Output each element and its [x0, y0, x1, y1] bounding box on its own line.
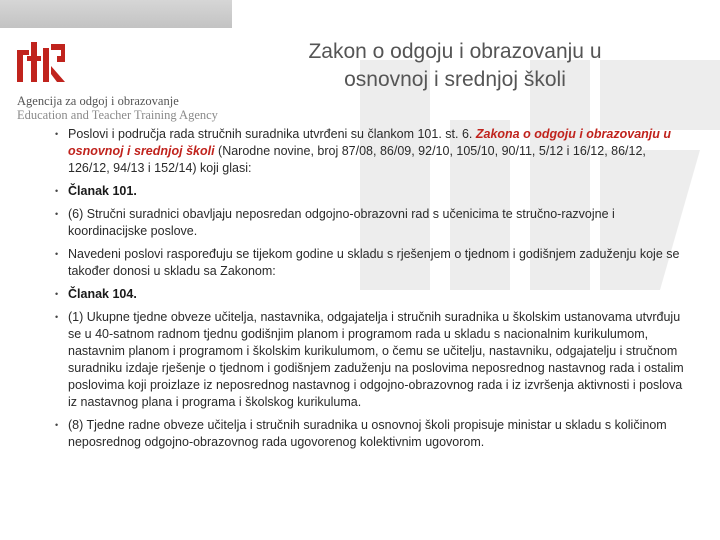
bullet-icon: • [55, 312, 59, 322]
intro-text: Poslovi i područja rada stručnih suradnika utvrđeni su člankom 101. st. 6. [68, 127, 476, 141]
bullet-icon: • [55, 209, 59, 219]
article-heading: Članak 104. [68, 287, 137, 301]
agency-logo [17, 42, 65, 82]
article-heading: Članak 101. [68, 184, 137, 198]
bullet-item-intro [54, 126, 684, 177]
paragraph-text: (6) Stručni suradnici obavljaju neposredan odgojno-obrazovni rad s učenicima te stručno-razvojne i koordinacijske poslove. [68, 207, 615, 238]
bullet-list [54, 126, 684, 457]
bullet-item-paragraph-6 [54, 206, 684, 240]
bullet-item-schedule [54, 246, 684, 280]
title-line-2: osnovnoj i srednjoj školi [344, 68, 566, 91]
bullet-item-paragraph-8 [54, 417, 684, 451]
title-line-1: Zakon o odgoju i obrazovanju u [308, 40, 602, 63]
agency-name-hr: Agencija za odgoj i obrazovanje [17, 94, 179, 108]
bullet-icon: • [55, 289, 59, 299]
bullet-icon: • [55, 420, 59, 430]
paragraph-text: (8) Tjedne radne obveze učitelja i stručnih suradnika u osnovnoj školi propisuje ministar u skladu s količinom neposrednog odgojno-obrazovnog rada ugovorenog kolektivnim ugovorom. [68, 418, 667, 449]
agency-name [17, 94, 218, 122]
paragraph-text: Navedeni poslovi raspoređuju se tijekom godine u skladu s rješenjem o tjednom i godišnjem zaduženju koje se također donosi u skladu sa Zakonom: [68, 247, 680, 278]
bullet-icon: • [55, 186, 59, 196]
bullet-icon: • [55, 249, 59, 259]
bullet-icon: • [55, 129, 59, 139]
bullet-item-paragraph-1 [54, 309, 684, 411]
intro-text-end: (Narodne novine, broj 87/08, 86/09, 92/10, 105/10, 90/11, 5/12 i 16/12, 86/12, 126/12, 94/13 i 152/14) koji glasi: [68, 144, 646, 175]
law-title-highlight: Zakona o odgoju i obrazovanju u osnovnoj i srednjoj školi [68, 127, 672, 158]
paragraph-text: (1) Ukupne tjedne obveze učitelja, nastavnika, odgajatelja i stručnih suradnika u školskim ustanovama utvrđuju se u 40-satnom radnom tjednu godišnjim planom i programom rada u skladu s nacionalnim kurikulumom, nastavnim planom i programom i školskim kurikulumom, o čemu se učitelju, nastavniku, odgajatelju i stručnom suradniku izdaje rješenje o tjednom i godišnjem zaduženju na poslovima neposrednog nastavnog rada i ostalim poslovima koji proizlaze iz neposrednog nastavnog i odgojno-obrazovnog rada i iz izvršenja aktivnosti i poslova iz nastavnog plana i programa i školskog kurikuluma. [68, 310, 684, 409]
slide-title [250, 38, 660, 94]
agency-name-en: Education and Teacher Training Agency [17, 108, 218, 122]
bullet-item-article-101 [54, 183, 684, 200]
header-gray-bar [0, 0, 232, 28]
bullet-item-article-104 [54, 286, 684, 303]
